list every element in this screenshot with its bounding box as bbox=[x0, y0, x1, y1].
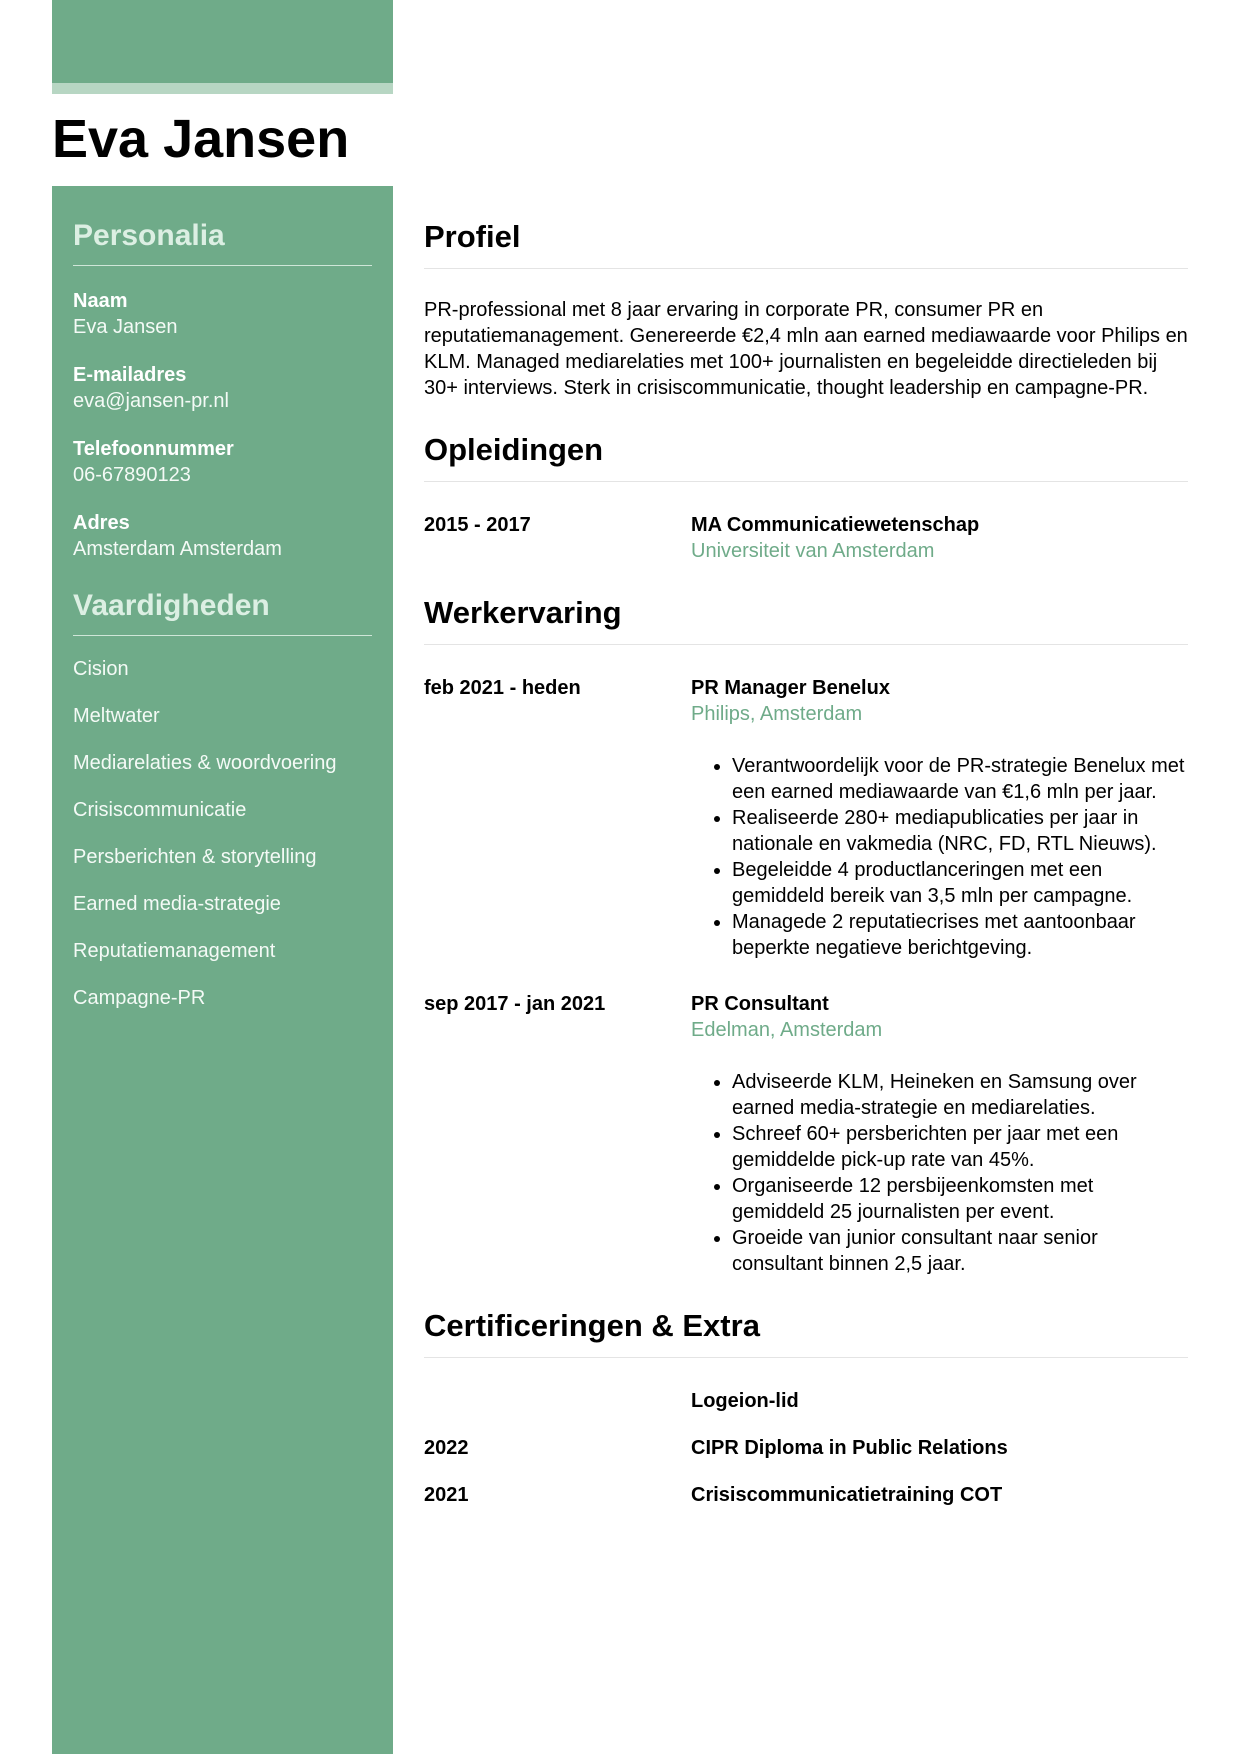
skill-item: Campagne-PR bbox=[73, 987, 206, 1009]
entry-bullets bbox=[691, 1069, 1188, 1277]
skills-heading: Vaardigheden bbox=[73, 589, 270, 622]
skills-divider bbox=[73, 635, 372, 636]
section-divider bbox=[424, 1357, 1188, 1358]
bullet-item: • Begeleidde 4 productlanceringen met een gemiddeld bereik van 3,5 mln per campagne. bbox=[732, 857, 1188, 909]
sidebar-top-stripe bbox=[52, 83, 393, 94]
entry-organization: Universiteit van Amsterdam bbox=[691, 540, 935, 562]
entry-date bbox=[424, 1388, 691, 1414]
personal-heading: Personalia bbox=[73, 219, 225, 252]
field-label: Naam bbox=[73, 290, 128, 312]
field-label: E-mailadres bbox=[73, 364, 187, 386]
education-section bbox=[424, 431, 1188, 564]
experience-entry bbox=[424, 675, 1188, 961]
bullet-item: • Groeide van junior consultant naar senior consultant binnen 2,5 jaar. bbox=[732, 1225, 1188, 1277]
skill-item: Mediarelaties & woordvoering bbox=[73, 752, 337, 774]
section-divider bbox=[424, 644, 1188, 645]
bullet-item: • Managede 2 reputatiecrises met aantoonbaar beperkte negatieve berichtgeving. bbox=[732, 909, 1188, 961]
skill-item: Crisiscommunicatie bbox=[73, 799, 247, 821]
skill-item: Meltwater bbox=[73, 705, 160, 727]
field-name bbox=[73, 288, 372, 340]
candidate-name: Eva Jansen bbox=[52, 109, 350, 169]
field-value: eva@jansen-pr.nl bbox=[73, 390, 229, 412]
field-email bbox=[73, 362, 372, 414]
entry-date: 2015 - 2017 bbox=[424, 514, 531, 536]
section-title: Profiel bbox=[424, 219, 521, 254]
profile-text: PR-professional met 8 jaar ervaring in corporate PR, consumer PR en reputatiemanagement. Genereerde €2,4 mln aan earned mediawaarde voor Philips en KLM. Managed mediarelaties met 100+ journalisten en begeleidde directieleden bij 30+ interviews. Sterk in crisiscommunicatie, thought leadership en campagne-PR. bbox=[424, 299, 1188, 399]
field-phone bbox=[73, 436, 372, 488]
sidebar-top-block bbox=[52, 0, 393, 83]
section-title: Certificeringen & Extra bbox=[424, 1308, 760, 1343]
bullet-item: • Organiseerde 12 persbijeenkomsten met gemiddeld 25 journalisten per event. bbox=[732, 1173, 1188, 1225]
skill-item: Persberichten & storytelling bbox=[73, 846, 317, 868]
entry-title: Logeion-lid bbox=[691, 1390, 799, 1412]
bullet-item: • Adviseerde KLM, Heineken en Samsung over earned media-strategie en mediarelaties. bbox=[732, 1069, 1188, 1121]
entry-organization: Philips, Amsterdam bbox=[691, 703, 863, 725]
skill-item: Earned media-strategie bbox=[73, 893, 281, 915]
bullet-item: • Verantwoordelijk voor de PR-strategie Benelux met een earned mediawaarde van €1,6 mln per jaar. bbox=[732, 753, 1188, 805]
experience-section bbox=[424, 594, 1188, 1277]
education-entry bbox=[424, 512, 1188, 564]
entry-bullets bbox=[691, 753, 1188, 961]
entry-title: Crisiscommunicatietraining COT bbox=[691, 1484, 1003, 1506]
certifications-section bbox=[424, 1307, 1188, 1508]
certification-entry bbox=[424, 1388, 1188, 1414]
entry-title: PR Manager Benelux bbox=[691, 677, 890, 699]
field-value: 06-67890123 bbox=[73, 464, 191, 486]
main-content bbox=[424, 186, 1188, 1508]
certification-entry bbox=[424, 1482, 1188, 1508]
profile-section bbox=[424, 218, 1188, 401]
field-label: Adres bbox=[73, 512, 130, 534]
sidebar bbox=[52, 186, 393, 1754]
entry-date: sep 2017 - jan 2021 bbox=[424, 993, 606, 1015]
certification-entry bbox=[424, 1435, 1188, 1461]
entry-date: 2022 bbox=[424, 1437, 469, 1459]
bullet-item: • Realiseerde 280+ mediapublicaties per jaar in nationale en vakmedia (NRC, FD, RTL Nieuws). bbox=[732, 805, 1188, 857]
field-address bbox=[73, 510, 372, 562]
personal-divider bbox=[73, 265, 372, 266]
section-title: Opleidingen bbox=[424, 432, 604, 467]
entry-title: MA Communicatiewetenschap bbox=[691, 514, 980, 536]
field-label: Telefoonnummer bbox=[73, 438, 234, 460]
entry-organization: Edelman, Amsterdam bbox=[691, 1019, 883, 1041]
entry-title: CIPR Diploma in Public Relations bbox=[691, 1437, 1008, 1459]
field-value: Eva Jansen bbox=[73, 316, 178, 338]
bullet-item: • Schreef 60+ persberichten per jaar met een gemiddelde pick-up rate van 45%. bbox=[732, 1121, 1188, 1173]
section-title: Werkervaring bbox=[424, 595, 622, 630]
field-value: Amsterdam Amsterdam bbox=[73, 538, 282, 560]
section-divider bbox=[424, 481, 1188, 482]
section-divider bbox=[424, 268, 1188, 269]
entry-title: PR Consultant bbox=[691, 993, 829, 1015]
entry-date: feb 2021 - heden bbox=[424, 677, 581, 699]
skill-item: Cision bbox=[73, 658, 129, 680]
skills-list bbox=[73, 656, 372, 1011]
skill-item: Reputatiemanagement bbox=[73, 940, 276, 962]
experience-entry bbox=[424, 991, 1188, 1277]
entry-date: 2021 bbox=[424, 1484, 469, 1506]
